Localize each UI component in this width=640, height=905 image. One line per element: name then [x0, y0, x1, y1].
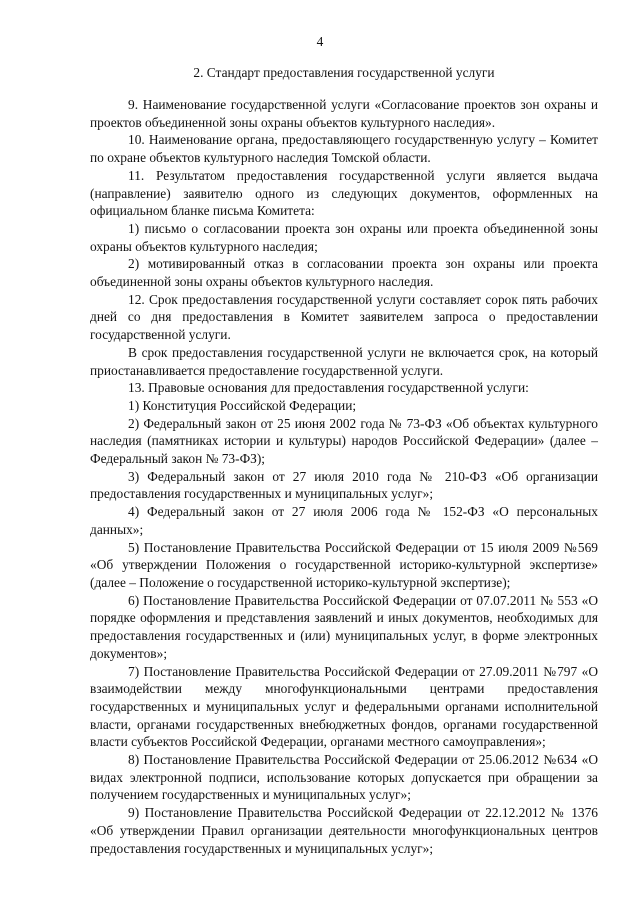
- paragraph-legal-5: 5) Постановление Правительства Российской Федерации от 15 июля 2009 №569 «Об утверждении Положения о государственной историко-культурной экспертизе» (далее – Положение о государственной историко-культурной экспертизе);: [90, 539, 598, 590]
- paragraph-item-13: 13. Правовые основания для предоставления государственной услуги:: [128, 380, 529, 396]
- paragraph-legal-2: 2) Федеральный закон от 25 июня 2002 года № 73-ФЗ «Об объектах культурного наследия (памятниках истории и культуры) народов Российской Федерации» (далее – Федеральный закон № 73-ФЗ);: [90, 415, 598, 467]
- paragraph-item-10: 10. Наименование органа, предоставляющего государственную услугу – Комитет по охране объектов культурного наследия Томской области.: [90, 132, 598, 166]
- paragraph-legal-7: 7) Постановление Правительства Российской Федерации от 27.09.2011 №797 «О взаимодействии между многофункциональными центрами предоставления государственных и муниципальных услуг и федеральными органами исполнительной власти, органами государственных внебюджетных фондов, органами государственной власти субъектов Российской Федерации, органами местного самоуправления»;: [90, 663, 598, 750]
- paragraph-result-1: 1) письмо о согласовании проекта зон охраны или проекта объединенной зоны охраны объектов культурного наследия;: [90, 220, 598, 254]
- paragraph-legal-4: 4) Федеральный закон от 27 июля 2006 года № 152-ФЗ «О персональных данных»;: [90, 504, 598, 537]
- paragraph-item-12: 12. Срок предоставления государственной услуги составляет сорок пять рабочих дней со дня предоставления в Комитет заявителем запроса о предоставлении государственной услуги.: [90, 291, 598, 343]
- paragraph-legal-9: 9) Постановление Правительства Российской Федерации от 22.12.2012 № 1376 «Об утверждении Правил организации деятельности многофункциональных центров предоставления государственных и муниципальных услуг»;: [90, 805, 598, 856]
- paragraph-result-2: 2) мотивированный отказ в согласовании проекта зон охраны или проекта объединенной зоны охраны объектов культурного наследия.: [90, 256, 598, 290]
- page-number: 4: [316, 34, 324, 49]
- paragraph-legal-1: 1) Конституция Российской Федерации;: [128, 397, 357, 413]
- paragraph-suspension: В срок предоставления государственной услуги не включается срок, на который приостанавливается предоставление государственной услуги.: [90, 344, 598, 378]
- document-body: [90, 96, 598, 857]
- paragraph-legal-6: 6) Постановление Правительства Российской Федерации от 07.07.2011 № 553 «О порядке оформления и представления заявлений и иных документов, необходимых для предоставления государственных и (или) муниципальных услуг, в форме электронных документов»;: [90, 592, 598, 661]
- paragraph-item-9: 9. Наименование государственной услуги «Согласование проектов зон охраны и проектов объединенной зоны охраны объектов культурного наследия».: [90, 97, 598, 130]
- paragraph-legal-8: 8) Постановление Правительства Российской Федерации от 25.06.2012 №634 «О видах электронной подписи, использование которых допускается при обращении за получением государственных и муниципальных услуг»;: [90, 752, 598, 803]
- paragraph-legal-3: 3) Федеральный закон от 27 июля 2010 года № 210-ФЗ «Об организации предоставления государственных и муниципальных услуг»;: [90, 468, 598, 502]
- section-title: 2. Стандарт предоставления государственной услуги: [193, 65, 495, 80]
- paragraph-item-11: 11. Результатом предоставления государственной услуги является выдача (направление) заявителю одного из следующих документов, оформленных на официальном бланке письма Комитета:: [90, 167, 598, 219]
